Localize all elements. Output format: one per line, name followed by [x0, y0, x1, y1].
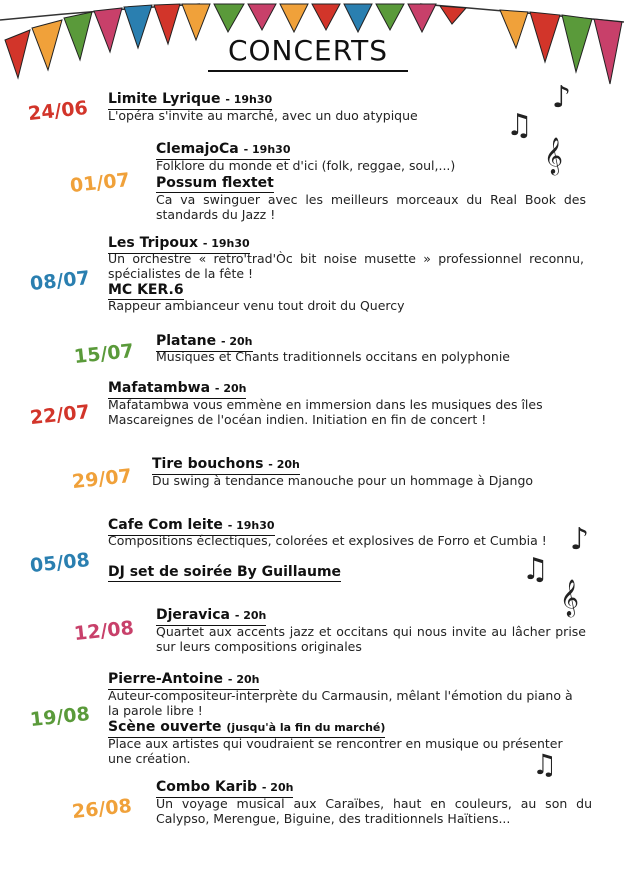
music-note-icon: ♪	[570, 522, 590, 557]
act-description: Du swing à tendance manouche pour un hommage à Django	[152, 473, 534, 488]
music-notes-icon: ♫	[532, 748, 558, 781]
act-name: Platane - 20h	[156, 332, 253, 352]
date-label: 05/08	[29, 548, 91, 578]
act-name: Cafe Com leite - 19h30	[108, 516, 275, 536]
act-name: Scène ouverte (jusqu'à la fin du marché)	[108, 718, 385, 738]
date-label: 29/07	[71, 464, 133, 494]
date-label: 15/07	[73, 339, 135, 369]
act-name: ClemajoCa - 19h30	[156, 140, 290, 160]
act-description: Mafatambwa vous emmène en immersion dans les musiques des îles Mascareignes de l'océan indien. Initiation en fin de concert !	[108, 397, 543, 427]
act-description: Un orchestre « retro'trad'Òc bit noise musette » professionnel reconnu, spécialistes de la fête !	[108, 251, 584, 281]
act-description: Folklore du monde et d'ici (folk, reggae, soul,...)	[156, 158, 456, 173]
date-label: 24/06	[27, 96, 89, 126]
music-notes-icon: ♫	[506, 108, 533, 143]
act-name: Les Tripoux - 19h30	[108, 234, 250, 254]
date-label: 19/08	[29, 702, 91, 732]
act-description: L'opéra s'invite au marché, avec un duo atypique	[108, 108, 418, 123]
act-description: Compositions éclectiques, colorées et explosives de Forro et Cumbia !	[108, 533, 547, 548]
date-label: 22/07	[29, 400, 91, 430]
date-label: 26/08	[71, 794, 133, 824]
act-name: Djeravica - 20h	[156, 606, 266, 626]
music-notes-icon: ♫	[522, 552, 549, 587]
page-title: CONCERTS	[208, 34, 408, 72]
act-name: Mafatambwa - 20h	[108, 379, 246, 399]
act-description: Auteur-compositeur-interprète du Carmausin, mêlant l'émotion du piano à la parole libre !	[108, 688, 573, 718]
act-name: MC KER.6	[108, 282, 184, 298]
date-label: 01/07	[69, 168, 131, 198]
date-label: 08/07	[29, 266, 91, 296]
act-description: Place aux artistes qui voudraient se rencontrer en musique ou présenter une création.	[108, 736, 563, 766]
act-name: Tire bouchons - 20h	[152, 455, 300, 475]
act-name: Possum flextet	[156, 175, 274, 191]
act-description: Quartet aux accents jazz et occitans qui nous invite au lâcher prise sur leurs compositions originales	[156, 624, 586, 654]
treble-clef-icon: 𝄞	[544, 136, 563, 174]
music-note-icon: ♪	[552, 80, 572, 115]
act-description: Ca va swinguer avec les meilleurs morceaux du Real Book des standards du Jazz !	[156, 192, 586, 222]
act-name: Combo Karib - 20h	[156, 778, 293, 798]
act-description: Un voyage musical aux Caraïbes, haut en couleurs, au son du Calypso, Merengue, Biguine, des traditionnels Haïtiens...	[156, 796, 592, 826]
treble-clef-icon: 𝄞	[560, 578, 579, 616]
act-description: Musiques et Chants traditionnels occitans en polyphonie	[156, 349, 510, 364]
date-label: 12/08	[73, 616, 135, 646]
act-name: Pierre-Antoine - 20h	[108, 670, 259, 690]
act-name: Limite Lyrique - 19h30	[108, 90, 272, 110]
act-name: DJ set de soirée By Guillaume	[108, 564, 342, 580]
act-description: Rappeur ambianceur venu tout droit du Quercy	[108, 298, 405, 313]
